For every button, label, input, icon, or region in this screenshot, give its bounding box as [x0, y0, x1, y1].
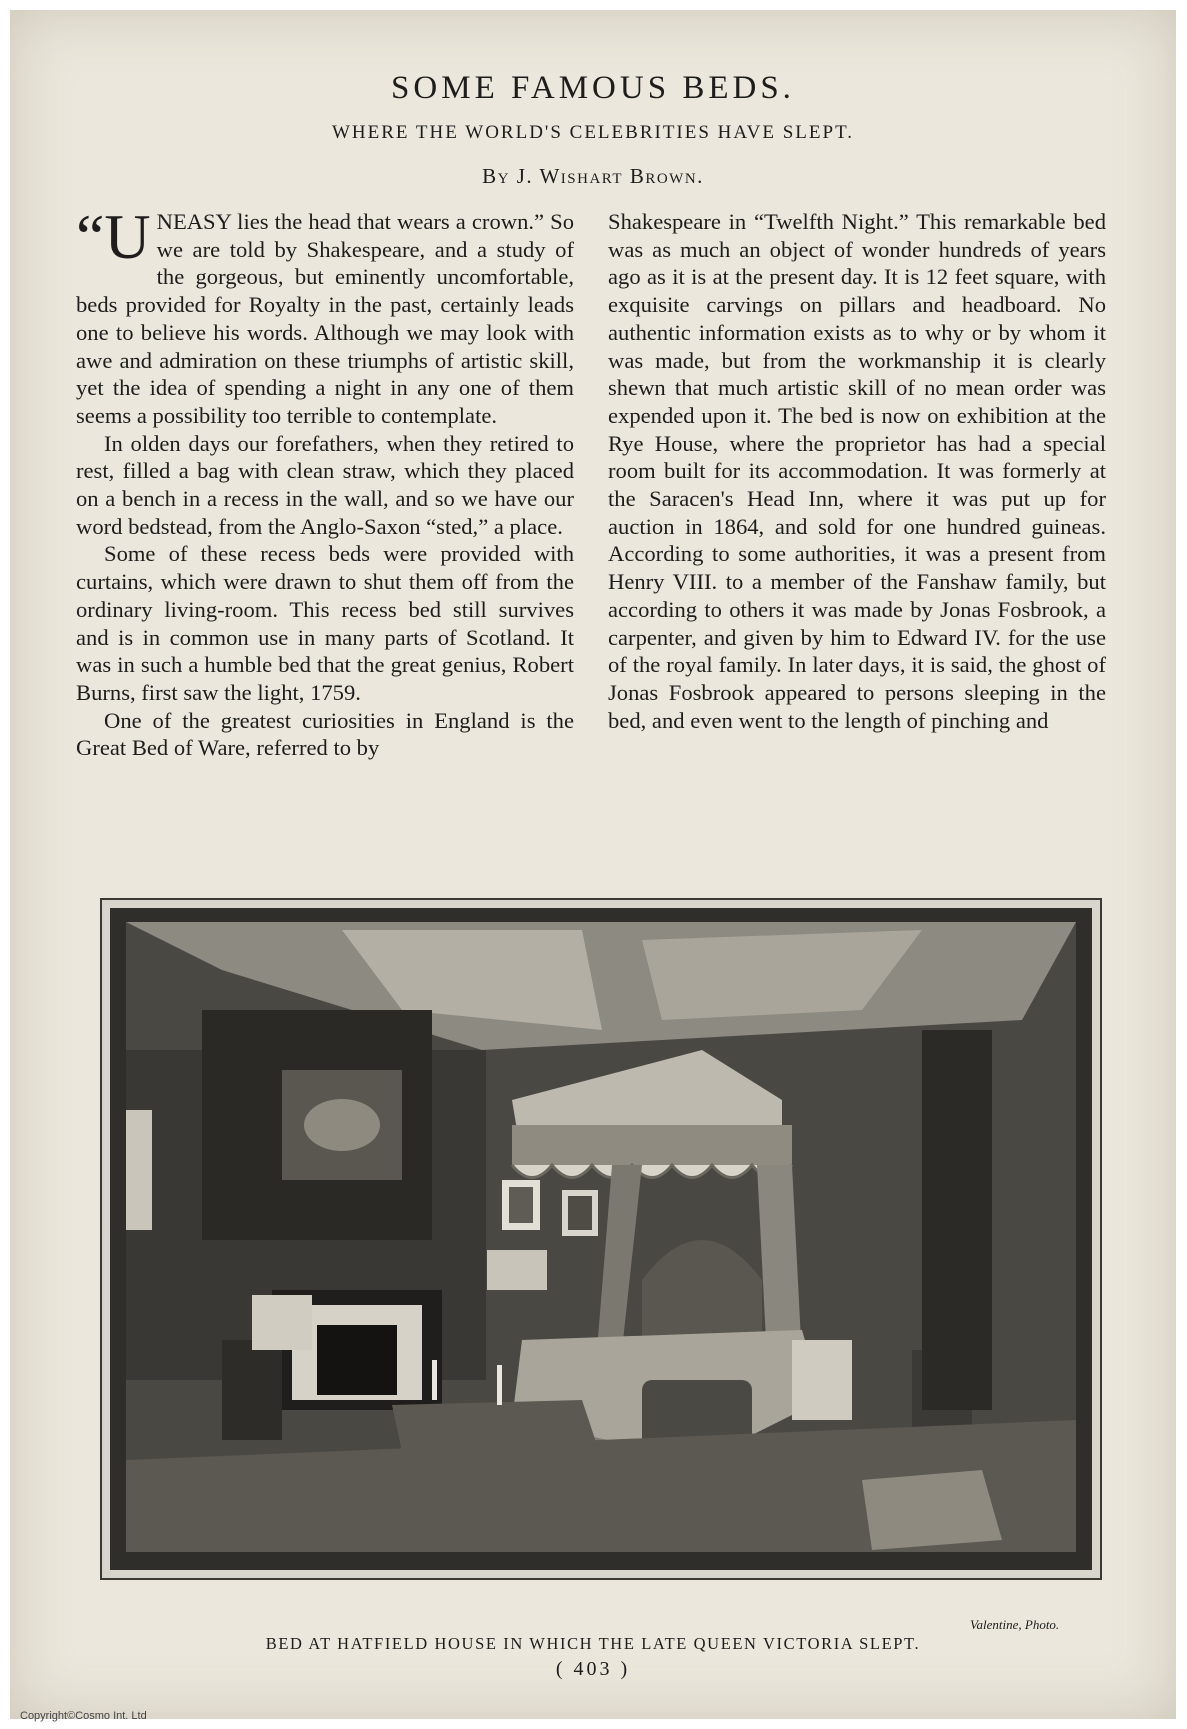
byline: [10, 164, 1176, 189]
bedroom-illustration: [102, 900, 1100, 1578]
paragraph-5: Shakespeare in “Twelfth Night.” This remarkable bed was as much an object of wonder hundreds of years ago as it is at the present day. It is 12 feet square, with exquisite carvings on pillars and headboard. No authentic information exists as to why or by whom it was made, but from the workmanship it is clearly shewn that much artistic skill of no mean order was expended upon it. The bed is now on exhibition at the Rye House, where the proprietor has had a special room built for its accommodation. It was formerly at the Saracen's Head Inn, where it was put up for auction in 1864, and sold for one hundred guineas. According to some authorities, it was a present from Henry VIII. to a member of the Fanshaw family, but according to others it was made by Jonas Fosbrook, a carpenter, and given by him to Edward IV. for the use of the royal family. In later days, it is said, the ghost of Jonas Fosbrook appeared to persons sleeping in the bed, and even went to the length of pinching and: [608, 209, 1106, 733]
article-title: SOME FAMOUS BEDS.: [391, 70, 795, 106]
drop-cap: “U: [76, 201, 151, 272]
paragraph-1: [76, 201, 574, 430]
bedroom-photograph: [100, 898, 1102, 1580]
left-column: [76, 201, 574, 762]
paragraph-4: One of the greatest curiosities in England is the Great Bed of Ware, referred to by: [76, 707, 574, 761]
article-subtitle: WHERE THE WORLD'S CELEBRITIES HAVE SLEPT.: [331, 122, 855, 143]
byline-prefix: By: [482, 164, 510, 188]
paragraph-2: In olden days our forefathers, when they retired to rest, filled a bag with clean straw, which they placed on a bench in a recess in the wall, and so we have our word bedstead, from the Anglo-Saxon “sted,” a place.: [76, 430, 574, 539]
photo-credit: Valentine, Photo.: [970, 1617, 1060, 1632]
copyright-notice: Copyright©Cosmo Int. Ltd: [20, 1710, 147, 1722]
figure-caption: BED AT HATFIELD HOUSE IN WHICH THE LATE QUEEN VICTORIA SLEPT.: [265, 1634, 921, 1653]
page-sheet: [10, 10, 1176, 1719]
author-name: J. Wishart Brown.: [516, 164, 704, 188]
paragraph-3: Some of these recess beds were provided with curtains, which were drawn to shut them off from the ordinary living-room. This recess bed still survives and is in common use in many parts of Scotland. It was in such a humble bed that the great genius, Robert Burns, first saw the light, 1759.: [76, 541, 574, 705]
paragraph-1-text: NEASY lies the head that wears a crown.” So we are told by Shakespeare, and a study of the gorgeous, but eminently uncomfortable, beds provided for Royalty in the past, certainly leads one to believe his words. Although we may look with awe and admiration on these triumphs of artistic skill, yet the idea of spending a night in any one of them seems a possibility too terrible to contemplate.: [76, 209, 574, 428]
page-number: ( 403 ): [555, 1658, 631, 1680]
right-column: [608, 208, 1106, 734]
